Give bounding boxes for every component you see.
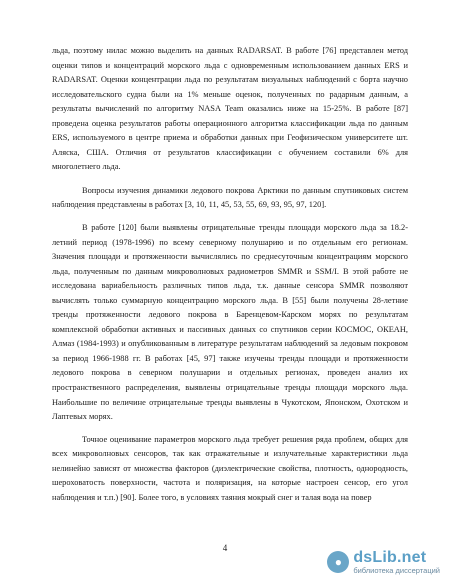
watermark [327, 550, 440, 575]
dslib-logo-glyph: ● [334, 554, 342, 569]
paragraph-gap [52, 213, 408, 221]
paragraph-1: льда, поэтому нилас можно выделить на данных RADARSAT. В работе [76] представлен метод оценки типов и концентраций морского льда с одновременным использованием данных ERS и RADARSAT. Оценки концентрации льда по результатам визуальных наблюдений с борта научно исследовательского судна были на 1% меньше оценок, полученных по радарным данным, а результаты вычислений по алгоритму NASA Team оказались ниже на 15-25%. В работе [87] проведена оценка результатов работы операционного алгоритма классификации льда по данным ERS, используемого в центре приема и обработки данных при Геофизическом университете шт. Аляска, США. Отличия от результатов классификации с обучением составили 6% для многолетнего льда. [52, 46, 408, 172]
paragraph-2: Вопросы изучения динамики ледового покрова Арктики по данным спутниковых систем наблюдения представлены в работах [3, 10, 11, 45, 53, 55, 69, 93, 95, 97, 120]. [52, 185, 408, 210]
paragraph-4: Точное оценивание параметров морского льда требует решения ряда проблем, общих для всех микроволновых сенсоров, так как отражательные и излучательные характеристики льда нелинейно зависят от множества факторов (диэлектрические свойства, плотность, однородность, шероховатость поверхности, частота и поляризация, на которые настроен сенсор, его угол наблюдения и т.п.) [90]. Более того, в условиях таяния мокрый снег и талая вода на повер [52, 434, 408, 502]
watermark-tagline: библиотека диссертаций [353, 565, 440, 575]
page-number: 4 [222, 543, 228, 553]
paragraph-gap [52, 175, 408, 184]
watermark-text [353, 550, 440, 575]
paragraph-3: В работе [120] были выявлены отрицательные тренды площади морского льда за 18.2-летний период (1978-1996) по всему северному полушарию и по отдельным его регионам. Значения площади и протяженности вычислялись по среднесуточным концентрациям морского льда, полученным по данным микроволновых радиометров SMMR и SSM/I. В этой работе не исследована вариабельность различных типов льда, т.к. данные сенсора SMMR позволяют вычислять только суммарную концентрацию морского льда. В [55] были получены 28-летние тренды протяженности ледового покрова в Баренцевом-Карском морях по результатам комплексной обработки активных и пассивных данных со спутников серии КОСМОС, ОКЕАН, Алмаз (1984-1993) и опубликованным в литературе результатам наблюдений за ледовым покровом за период 1966-1988 гг. В работах [45, 97] также изучены тренды площади и протяженности ледового покрова в северном полушарии и отдельных регионах, проведен анализ их пространственного распределения, выявлены отрицательные тренды площади морского льда. Наибольшие по величине отрицательные тренды выявлены в Чукотском, Японском, Охотском и Лаптевых морях. [52, 223, 408, 422]
body-text [52, 44, 408, 505]
dslib-logo-icon [327, 551, 349, 573]
watermark-site: dsLib.net [353, 548, 427, 566]
paragraph-gap [52, 425, 408, 433]
